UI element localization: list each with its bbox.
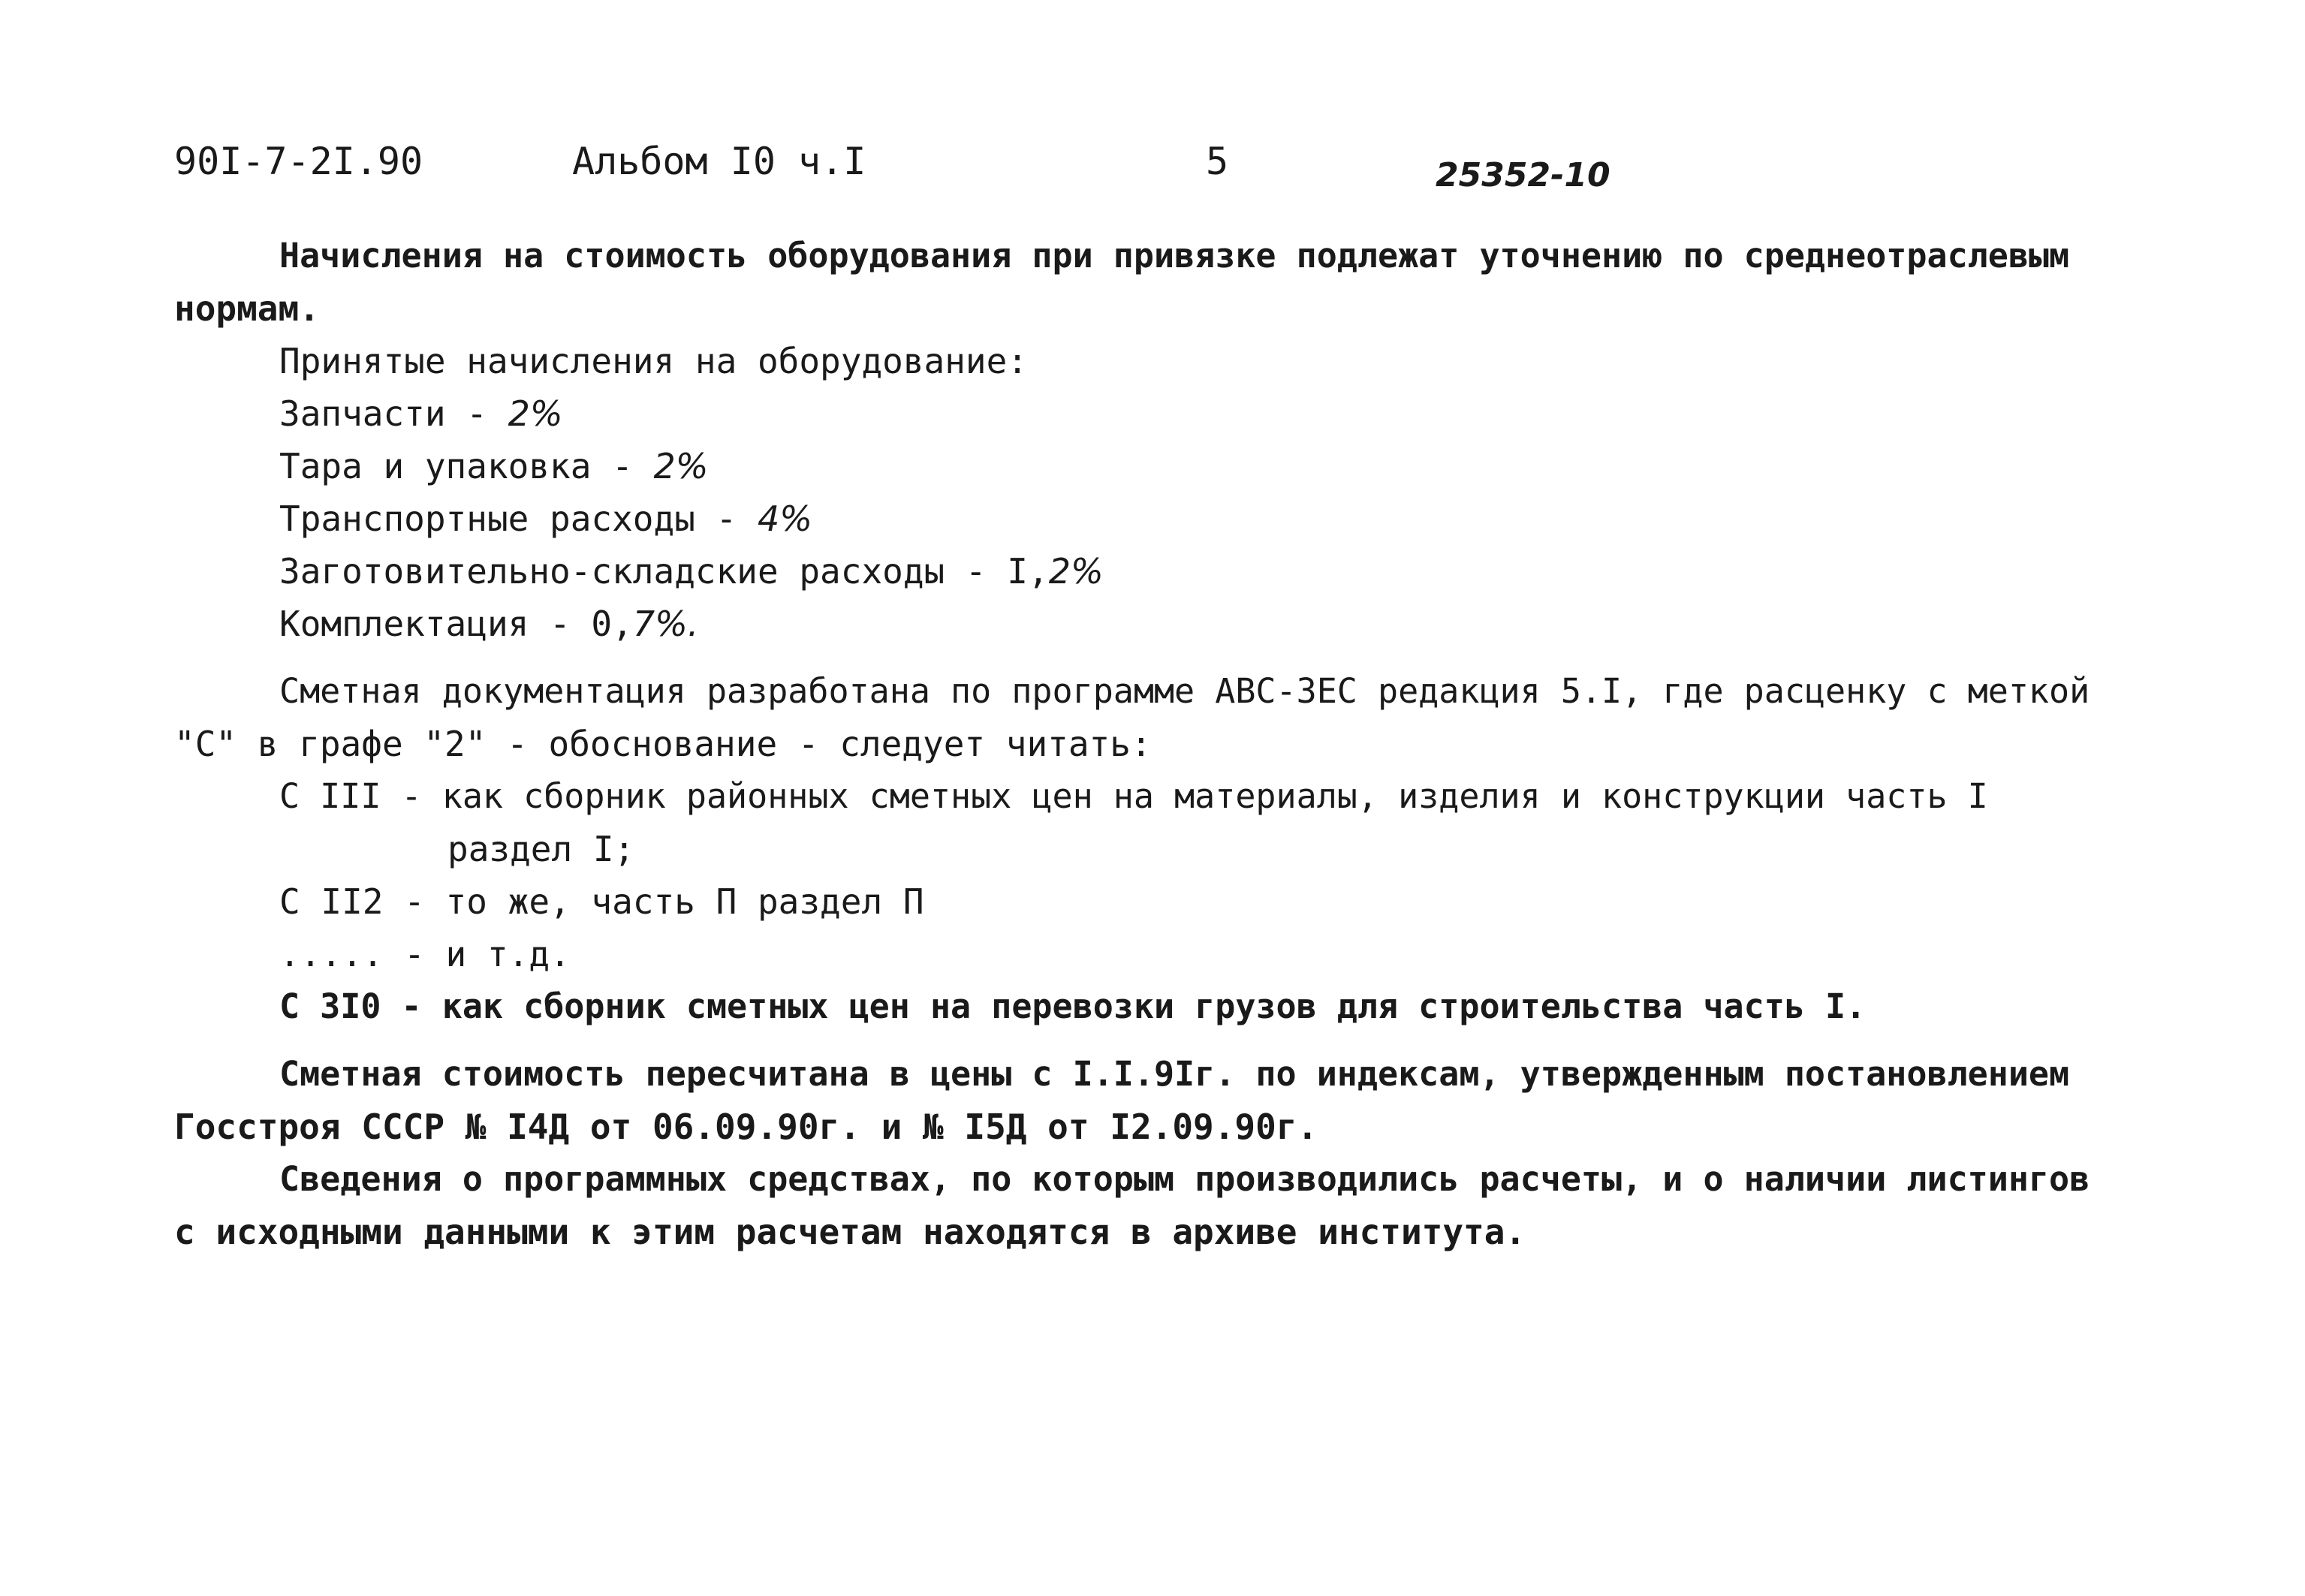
paragraph-2-line-2: "С" в графе "2" - обоснование - следует читать: xyxy=(174,724,1152,764)
paragraph-1-line-2: нормам. xyxy=(174,288,320,329)
accrual-label: Комплектация - 0, xyxy=(279,604,633,644)
accrual-item-transport xyxy=(279,498,812,539)
page-number: 5 xyxy=(1206,140,1229,183)
accrual-label: Транспортные расходы - xyxy=(279,498,758,539)
paragraph-3-line-2: Госстроя СССР № I4Д от 06.09.90г. и № I5Д от I2.09.90г. xyxy=(174,1107,1318,1147)
accrual-value: 2% xyxy=(653,446,709,486)
price-code-c111-continuation: раздел I; xyxy=(447,829,635,869)
accrual-value: 4% xyxy=(757,498,812,539)
price-code-c111: С III - как сборник районных сметных цен на материалы, изделия и конструкции часть I xyxy=(279,776,1988,816)
paragraph-4-line-1: Сведения о программных средствах, по которым производились расчеты, и о наличии листингов xyxy=(279,1159,2090,1199)
accrual-value: 2% xyxy=(1048,551,1104,592)
price-code-c310: С 3I0 - как сборник сметных цен на перевозки грузов для строительства часть I. xyxy=(279,986,1867,1026)
accrual-label: Запчасти - xyxy=(279,393,508,434)
accrual-item-completion xyxy=(279,604,699,644)
paragraph-4-line-2: с исходными данными к этим расчетам находятся в архиве института. xyxy=(174,1212,1526,1252)
accrual-item-procurement xyxy=(279,551,1104,592)
accrual-item-spare-parts xyxy=(279,393,563,434)
accrual-item-packaging xyxy=(279,446,709,486)
accrual-value: 7%. xyxy=(632,604,699,644)
accruals-intro: Принятые начисления на оборудование: xyxy=(279,341,1028,381)
paragraph-2-line-1: Сметная документация разработана по программе АВС-ЗЕС редакция 5.I, где расценку с меткой xyxy=(279,671,2090,711)
document-code: 90I-7-2I.90 xyxy=(174,140,423,183)
accrual-value: 2% xyxy=(508,393,563,434)
album-label: Альбом I0 ч.I xyxy=(572,140,866,183)
accrual-label: Тара и упаковка - xyxy=(279,446,654,486)
price-code-etc: ..... - и т.д. xyxy=(279,934,571,974)
price-code-c112: С II2 - то же, часть П раздел П xyxy=(279,881,924,922)
accrual-label: Заготовительно-складские расходы - I, xyxy=(279,551,1049,592)
registration-number: 25352-10 xyxy=(1436,156,1610,194)
paragraph-1-line-1: Начисления на стоимость оборудования при привязке подлежат уточнению по среднеотраслевым xyxy=(279,236,2070,276)
paragraph-3-line-1: Сметная стоимость пересчитана в цены с I.I.9Iг. по индексам, утвержденным постановлением xyxy=(279,1054,2070,1094)
